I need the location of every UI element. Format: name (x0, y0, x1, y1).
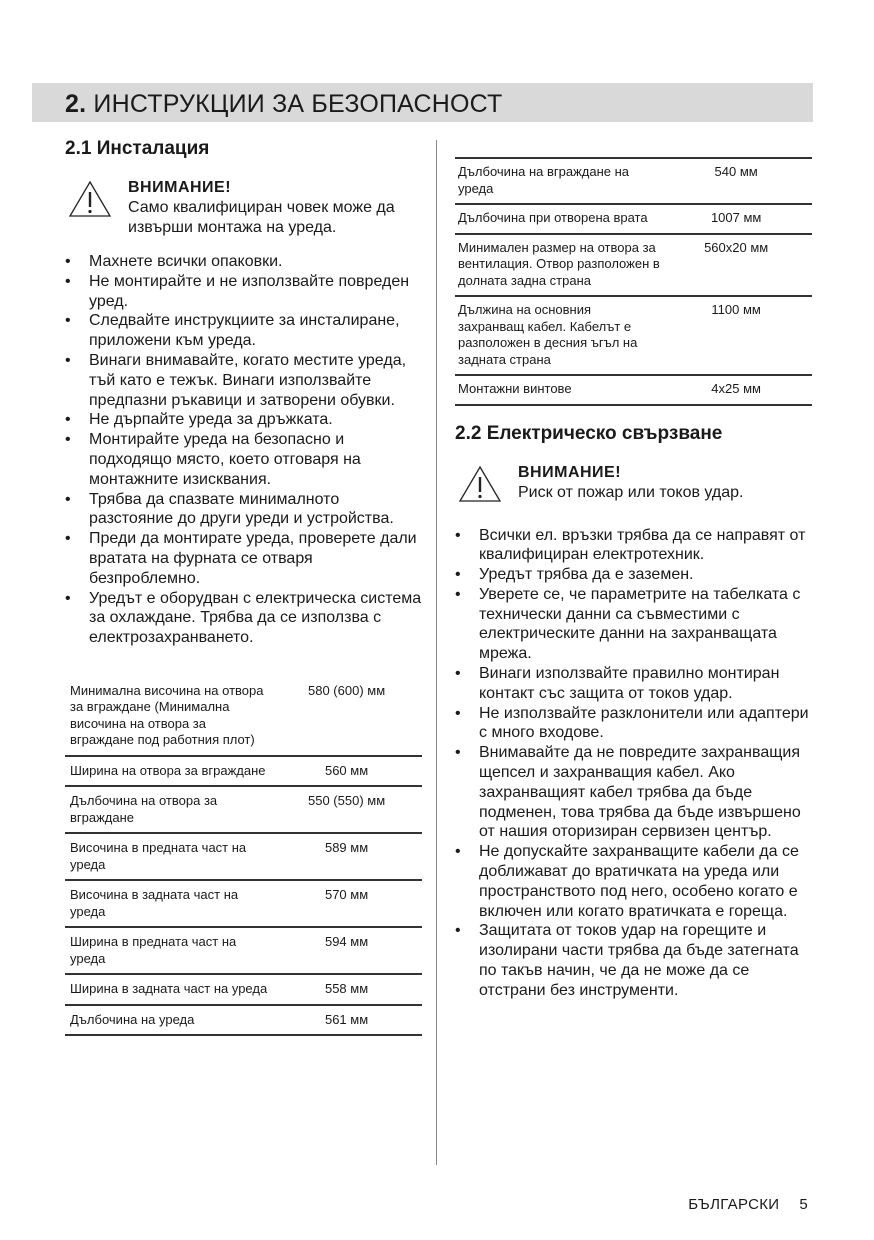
row-value: 1100 мм (660, 296, 812, 375)
row-value: 550 (550) мм (271, 786, 422, 833)
list-item: • Винаги използвайте правилно монтиран контакт със защита от токов удар. (455, 664, 811, 704)
row-value: 589 мм (271, 833, 422, 880)
list-item: • Внимавайте да не повредите захранващия щепсел и захранващия кабел. Ако захранващият кабел трябва да бъде подменен, това трябва да бъде извършено от нашия оторизиран сервизен център. (455, 743, 811, 842)
row-value: 558 мм (271, 974, 422, 1005)
warning-box (65, 178, 425, 238)
row-label: Ширина в задната част на уреда (65, 974, 271, 1005)
footer-language: БЪЛГАРСКИ (688, 1196, 780, 1213)
list-item: • Не монтирайте и не използвайте повреден уред. (65, 272, 425, 312)
table-row (65, 1005, 422, 1036)
list-item: • Следвайте инструкциите за инсталиране, приложени към уреда. (65, 311, 425, 351)
list-item: • Трябва да спазвате минималното разстояние до други уреди и устройства. (65, 490, 425, 530)
row-label: Минимален размер на отвора за вентилация. Отвор разположен в долната задна страна (455, 234, 660, 297)
warning-title: ВНИМАНИЕ! (518, 463, 622, 481)
row-value: 540 мм (660, 158, 812, 204)
table-row (455, 296, 812, 375)
row-label: Височина в предната част на уреда (65, 833, 271, 880)
row-label: Ширина на отвора за вграждане (65, 756, 271, 787)
row-value: 561 мм (271, 1005, 422, 1036)
page-number: 5 (799, 1196, 808, 1213)
warning-triangle-icon (68, 180, 112, 218)
row-value: 580 (600) мм (271, 677, 422, 756)
table-row (455, 204, 812, 234)
chapter-title: 2. ИНСТРУКЦИИ ЗА БЕЗОПАСНОСТ (65, 90, 503, 118)
warning-box (455, 463, 811, 503)
list-item: • Уредът трябва да е заземен. (455, 565, 811, 585)
table-row (455, 234, 812, 297)
warning-text: Само квалифициран човек може да извърши монтажа на уреда. (128, 199, 395, 236)
list-item: • Винаги внимавайте, когато местите уреда, тъй като е тежък. Винаги използвайте предпазни ръкавици и затворени обувки. (65, 351, 425, 410)
row-value: 560 мм (271, 756, 422, 787)
row-value: 594 мм (271, 927, 422, 974)
table-row (65, 927, 422, 974)
warning-text: Риск от пожар или токов удар. (518, 483, 744, 501)
warning-triangle-icon (458, 465, 502, 503)
list-item: • Не използвайте разклонители или адаптери с много входове. (455, 704, 811, 744)
list-item: • Уверете се, че параметрите на табелката с технически данни са съвместими с електрическите данни на захранващата мрежа. (455, 585, 811, 664)
row-label: Ширина в предната част на уреда (65, 927, 271, 974)
page-footer (668, 1196, 808, 1213)
electrical-list (455, 526, 811, 1001)
row-value: 4x25 мм (660, 375, 812, 405)
row-value: 570 мм (271, 880, 422, 927)
row-label: Минимална височина на отвора за вграждане (Минимална височина на отвора за вграждане под работния плот) (65, 677, 271, 756)
list-item: • Не дърпайте уреда за дръжката. (65, 410, 425, 430)
row-value: 1007 мм (660, 204, 812, 234)
table-row (65, 974, 422, 1005)
list-item: • Всички ел. връзки трябва да се направят от квалифициран електротехник. (455, 526, 811, 566)
left-column (65, 138, 425, 1036)
dimensions-table (65, 677, 422, 1037)
table-row (65, 833, 422, 880)
row-label: Височина в задната част на уреда (65, 880, 271, 927)
right-column (455, 157, 811, 1001)
chapter-header (32, 83, 813, 122)
table-row (65, 786, 422, 833)
list-item: • Преди да монтирате уреда, проверете дали вратата на фурната се отваря безпроблемно. (65, 529, 425, 588)
row-label: Монтажни винтове (455, 375, 660, 405)
installation-list (65, 252, 425, 648)
table-row (455, 158, 812, 204)
dimensions-table-continued (455, 157, 812, 406)
row-value: 560x20 мм (660, 234, 812, 297)
row-label: Дълбочина на вграждане на уреда (455, 158, 660, 204)
list-item: • Монтирайте уреда на безопасно и подходящо място, което отговаря на монтажните изисквания. (65, 430, 425, 489)
table-row (65, 677, 422, 756)
row-label: Дълбочина при отворена врата (455, 204, 660, 234)
row-label: Дълбочина на уреда (65, 1005, 271, 1036)
row-label: Дължина на основния захранващ кабел. Кабелът е разположен в десния ъгъл на задната страна (455, 296, 660, 375)
table-row (65, 756, 422, 787)
table-row (65, 880, 422, 927)
table-row (455, 375, 812, 405)
list-item: • Махнете всички опаковки. (65, 252, 425, 272)
list-item: • Не допускайте захранващите кабели да се доближават до вратичката на уреда или пространството под него, особено когато е включен или когато вратичката е гореща. (455, 842, 811, 921)
section-title-electrical: 2.2 Електрическо свързване (455, 422, 723, 444)
section-title-installation: 2.1 Инсталация (65, 138, 210, 159)
column-divider (436, 140, 437, 1165)
row-label: Дълбочина на отвора за вграждане (65, 786, 271, 833)
warning-title: ВНИМАНИЕ! (128, 179, 232, 196)
list-item: • Защитата от токов удар на горещите и изолирани части трябва да бъде затегната по такъв начин, че да не може да се отстрани без инструменти. (455, 921, 811, 1000)
list-item: • Уредът е оборудван с електрическа система за охлаждане. Трябва да се използва с електрозахранването. (65, 589, 425, 648)
